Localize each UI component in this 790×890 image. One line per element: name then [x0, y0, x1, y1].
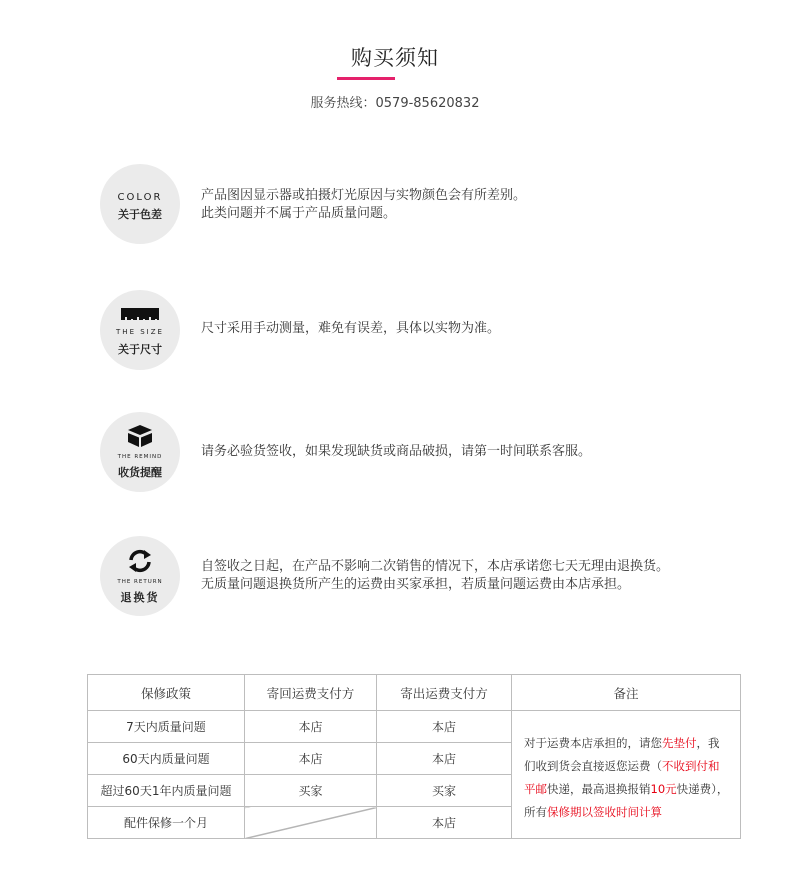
size-notice-text — [201, 320, 500, 338]
note-text: 快递，最高退换报销 — [547, 781, 651, 796]
page-title: 购买须知 — [351, 46, 439, 70]
table-cell: 7天内质量问题 — [88, 711, 245, 743]
note-text: 对于运费本店承担的，请您 — [524, 735, 662, 750]
column-header: 寄出运费支付方 — [377, 675, 512, 711]
package-icon — [100, 424, 180, 453]
notice-line: 请务必验货签收，如果发现缺货或商品破损，请第一时间联系客服。 — [201, 444, 592, 459]
note-highlight: 10元 — [650, 781, 677, 796]
table-row — [88, 711, 741, 743]
ruler-icon — [121, 308, 159, 320]
column-header: 寄回运费支付方 — [245, 675, 377, 711]
empty-diagonal-cell — [245, 807, 377, 839]
note-highlight: 先垫付 — [662, 735, 697, 750]
service-hotline: 服务热线：0579-85620832 — [310, 96, 480, 111]
column-header: 保修政策 — [88, 675, 245, 711]
note-text: ，我们收到货会直接返您运费（ — [524, 735, 720, 773]
table-cell: 买家 — [245, 775, 377, 807]
return-notice-text — [201, 558, 669, 594]
remarks-cell — [512, 711, 741, 839]
color-badge-cn: 关于色差 — [118, 208, 162, 221]
warranty-policy-table — [87, 674, 741, 839]
remind-badge-cn: 收货提醒 — [118, 466, 162, 479]
color-badge-en: COLOR — [117, 192, 163, 203]
table-cell: 本店 — [377, 807, 512, 839]
note-text: 快递费），所有 — [524, 781, 729, 819]
color-notice-text — [201, 187, 526, 223]
table-cell: 本店 — [245, 743, 377, 775]
return-badge-cn: 退换货 — [120, 591, 160, 604]
table-cell: 本店 — [377, 743, 512, 775]
table-cell: 超过60天1年内质量问题 — [88, 775, 245, 807]
title-underline — [337, 77, 395, 80]
note-highlight: 不收到付和平邮 — [524, 758, 720, 796]
refresh-arrows-icon — [100, 548, 180, 579]
return-badge-en: THE RETURN — [117, 579, 163, 585]
table-cell: 本店 — [377, 711, 512, 743]
table-header-row — [88, 675, 741, 711]
size-badge — [100, 290, 180, 370]
notice-line: 无质量问题退换货所产生的运费由买家承担，若质量问题运费由本店承担。 — [201, 577, 631, 592]
size-badge-cn: 关于尺寸 — [118, 343, 162, 356]
remind-badge-en: THE REMIND — [117, 454, 163, 460]
column-header: 备注 — [512, 675, 741, 711]
table-cell: 60天内质量问题 — [88, 743, 245, 775]
size-badge-en: THE SIZE — [116, 328, 164, 336]
notice-line: 尺寸采用手动测量，难免有误差，具体以实物为准。 — [201, 321, 501, 336]
return-badge — [100, 536, 180, 616]
table-cell: 买家 — [377, 775, 512, 807]
remind-badge — [100, 412, 180, 492]
color-badge — [100, 164, 180, 244]
notice-line: 此类问题并不属于产品质量问题。 — [201, 206, 397, 221]
table-cell: 本店 — [245, 711, 377, 743]
note-highlight: 保修期以签收时间计算 — [547, 804, 662, 819]
table-cell: 配件保修一个月 — [88, 807, 245, 839]
remind-notice-text — [201, 443, 591, 461]
notice-line: 自签收之日起，在产品不影响二次销售的情况下，本店承诺您七天无理由退换货。 — [201, 559, 670, 574]
notice-line: 产品图因显示器或拍摄灯光原因与实物颜色会有所差别。 — [201, 188, 527, 203]
